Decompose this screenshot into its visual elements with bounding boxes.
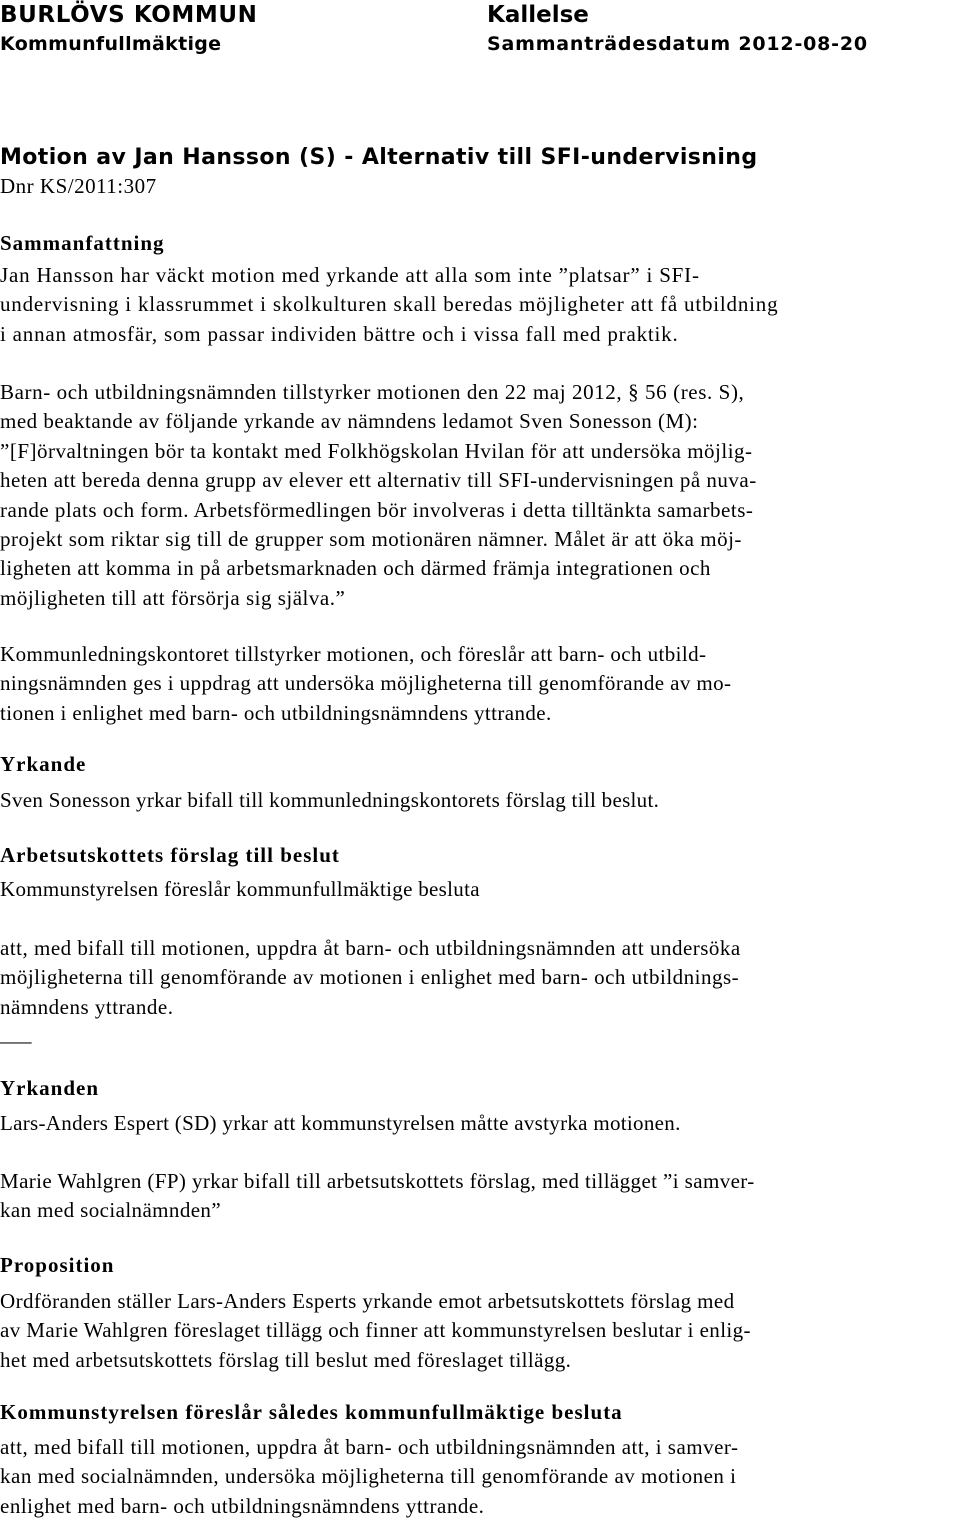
text-line: ”[F]örvaltningen bör ta kontakt med Folkhögskolan Hvilan för att undersöka möjlig- <box>0 438 753 463</box>
diary-number: Dnr KS/2011:307 <box>0 174 157 198</box>
text-line: med beaktande av följande yrkande av nämndens ledamot Sven Sonesson (M): <box>0 409 699 434</box>
text-line: Kommunstyrelsen föreslår kommunfullmäktige besluta <box>0 877 480 901</box>
text-line: Ordföranden ställer Lars-Anders Esperts yrkande emot arbetsutskottets förslag med <box>0 1289 735 1313</box>
ks-forslag-text <box>0 1433 952 1521</box>
text-line: av Marie Wahlgren föreslaget tillägg och finner att kommunstyrelsen beslutar i enlig- <box>0 1318 751 1343</box>
text-line: Marie Wahlgren (FP) yrkar bifall till arbetsutskottets förslag, med tillägget ”i samver- <box>0 1169 755 1193</box>
item-title: Motion av Jan Hansson (S) - Alternativ till SFI-undervisning <box>0 145 758 170</box>
yrkanden-text-2 <box>0 1167 952 1226</box>
heading-yrkande: Yrkande <box>0 752 87 776</box>
au-forslag-decision <box>0 934 952 1022</box>
yrkanden-text-1 <box>0 1109 952 1138</box>
summary-paragraph-3 <box>0 640 952 728</box>
yrkande-text <box>0 786 952 815</box>
body-name: Kommunfullmäktige <box>0 33 222 55</box>
meeting-date: Sammanträdesdatum 2012-08-20 <box>487 33 868 55</box>
text-line: i annan atmosfär, som passar individen bättre och i vissa fall med praktik. <box>0 321 679 346</box>
text-line: undervisning i klassrummet i skolkulturen skall beredas möjligheter att få utbildning <box>0 292 779 317</box>
summary-paragraph-2 <box>0 378 952 613</box>
text-line: Lars-Anders Espert (SD) yrkar att kommunstyrelsen måtte avstyrka motionen. <box>0 1111 681 1135</box>
heading-sammanfattning: Sammanfattning <box>0 231 165 255</box>
text-line: Sven Sonesson yrkar bifall till kommunledningskontorets förslag till beslut. <box>0 788 660 812</box>
text-line: kan med socialnämnden” <box>0 1198 222 1223</box>
text-line: projekt som riktar sig till de grupper som motionären nämner. Målet är att öka möj- <box>0 527 742 552</box>
text-line: ligheten att komma in på arbetsmarknaden och därmed främja integrationen och <box>0 556 711 581</box>
text-line: möjligheterna till genomförande av motionen i enlighet med barn- och utbildnings- <box>0 965 740 990</box>
text-line: nämndens yttrande. <box>0 994 174 1019</box>
text-line: heten att bereda denna grupp av elever ett alternativ till SFI-undervisningen på nuva- <box>0 468 757 493</box>
text-line: möjligheten till att försörja sig själva.” <box>0 585 346 610</box>
text-line: enlighet med barn- och utbildningsnämndens yttrande. <box>0 1493 485 1518</box>
text-line: kan med socialnämnden, undersöka möjligheterna till genomförande av motionen i <box>0 1464 737 1489</box>
text-line: rande plats och form. Arbetsförmedlingen bör involveras i detta tilltänkta samarbets- <box>0 497 754 522</box>
heading-yrkanden: Yrkanden <box>0 1076 100 1100</box>
heading-ks-forslag: Kommunstyrelsen föreslår således kommunfullmäktige besluta <box>0 1400 623 1424</box>
au-forslag-intro <box>0 875 952 904</box>
text-line: tionen i enlighet med barn- och utbildningsnämndens yttrande. <box>0 700 552 725</box>
text-line: Jan Hansson har väckt motion med yrkande att alla som inte ”platsar” i SFI- <box>0 263 700 287</box>
heading-proposition: Proposition <box>0 1253 115 1277</box>
text-line: het med arbetsutskottets förslag till beslut med föreslaget tillägg. <box>0 1347 572 1372</box>
summary-paragraph-1 <box>0 261 952 349</box>
text-line: ningsnämnden ges i uppdrag att undersöka möjligheterna till genomförande av mo- <box>0 671 732 696</box>
text-line: att, med bifall till motionen, uppdra åt barn- och utbildningsnämnden att undersöka <box>0 936 741 960</box>
text-line: Kommunledningskontoret tillstyrker motionen, och föreslår att barn- och utbild- <box>0 642 707 666</box>
proposition-text <box>0 1287 952 1375</box>
heading-au-forslag: Arbetsutskottets förslag till beslut <box>0 843 340 867</box>
organization-name: BURLÖVS KOMMUN <box>0 2 258 28</box>
document-type: Kallelse <box>487 2 589 28</box>
separator-line: ___ <box>0 1022 32 1046</box>
text-line: att, med bifall till motionen, uppdra åt barn- och utbildningsnämnden att, i samver- <box>0 1435 739 1459</box>
text-line: Barn- och utbildningsnämnden tillstyrker motionen den 22 maj 2012, § 56 (res. S), <box>0 380 745 404</box>
